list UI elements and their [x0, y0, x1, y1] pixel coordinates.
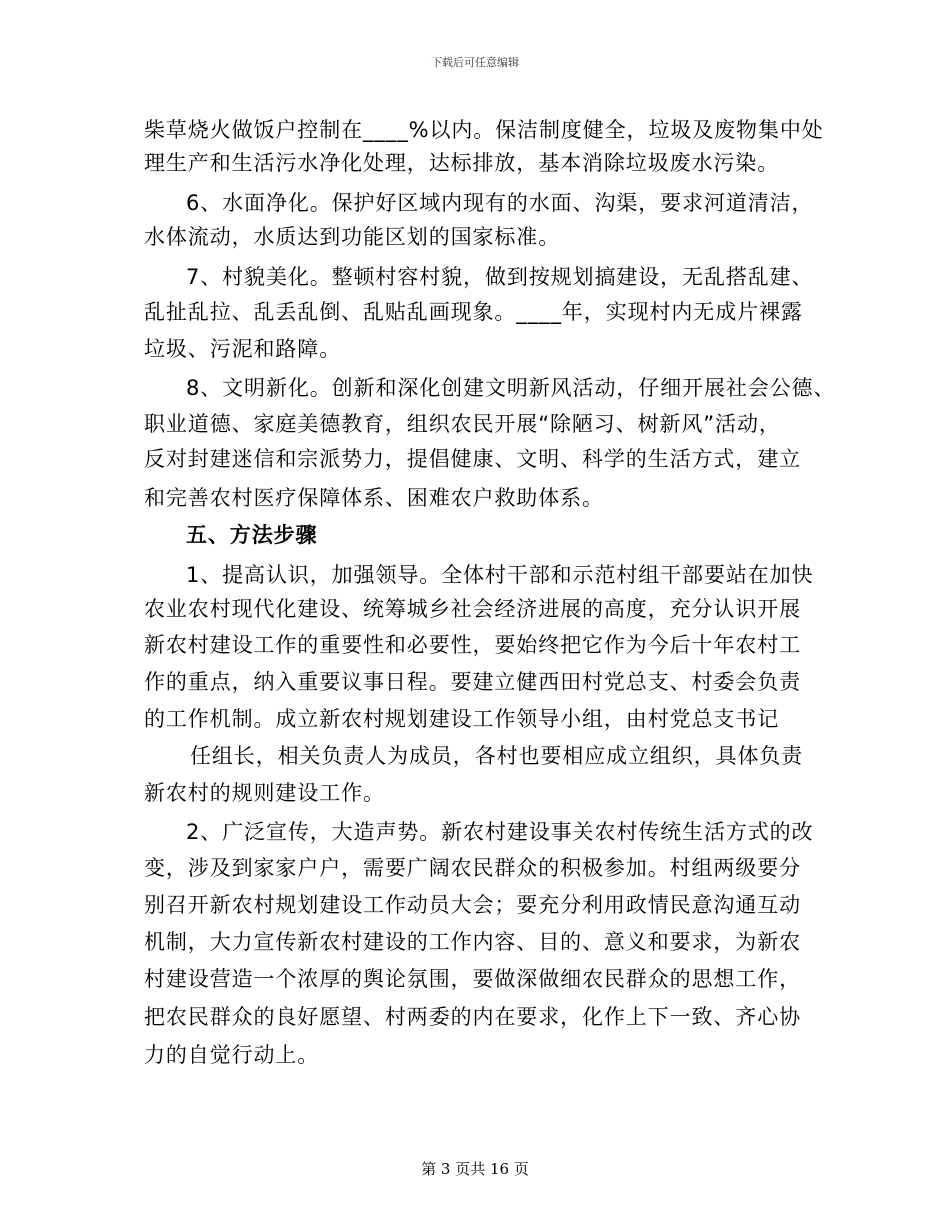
text-line: 垃圾、污泥和路障。	[144, 337, 342, 361]
text-line: 乱扯乱拉、乱丢乱倒、乱贴乱画现象。____年，实现村内无成片裸露	[144, 300, 803, 324]
text-line: 新农村建设工作的重要性和必要性，要始终把它作为今后十年农村工	[144, 633, 801, 657]
page-footer: 第 3 页共 16 页	[421, 1160, 529, 1178]
text-line: 农业农村现代化建设、统筹城乡社会经济进展的高度，充分认识开展	[144, 597, 801, 621]
text-line: 柴草烧火做饭户控制在____%以内。保洁制度健全，垃圾及废物集中处	[144, 118, 824, 142]
text-line: 变，涉及到家家户户，需要广阔农民群众的积极参加。村组两级要分	[144, 856, 801, 880]
text-line: 职业道德、家庭美德教育，组织农民开展“除陋习、树新风”活动，	[144, 412, 781, 436]
text-line: 把农民群众的良好愿望、村两委的内在要求，化作上下一致、齐心协	[144, 1005, 801, 1029]
text-line: 的工作机制。成立新农村规划建设工作领导小组，由村党总支书记	[144, 707, 780, 731]
text-line: 别召开新农村规划建设工作动员大会；要充分利用政情民意沟通互动	[144, 893, 801, 917]
text-line: 6、水面净化。保护好区域内现有的水面、沟渠，要求河道清洁，	[186, 191, 814, 215]
text-line: 作的重点，纳入重要议事日程。要建立健西田村党总支、村委会负责	[144, 670, 801, 694]
page-header: 下载后可任意编辑	[431, 56, 519, 69]
text-line: 和完善农村医疗保障体系、困难农户救助体系。	[144, 486, 604, 510]
text-line: 1、提高认识，加强领导。全体村干部和示范村组干部要站在加快	[186, 563, 814, 587]
text-line: 7、村貌美化。整顿村容村貌，做到按规划搞建设，无乱搭乱建、	[186, 265, 814, 289]
text-line: 理生产和生活污水净化处理，达标排放，基本消除垃圾废水污染。	[144, 151, 780, 175]
text-line: 机制，大力宣传新农村建设的工作内容、目的、意义和要求，为新农	[144, 930, 801, 954]
text-line: 村建设营造一个浓厚的舆论氛围，要做深做细农民群众的思想工作，	[144, 967, 801, 991]
text-line: 反对封建迷信和宗派势力，提倡健康、文明、科学的生活方式，建立	[144, 447, 801, 471]
text-line: 新农村的规则建设工作。	[144, 781, 385, 805]
text-line: 水体流动，水质达到功能区划的国家标准。	[144, 225, 561, 249]
section-heading: 五、方法步骤	[186, 523, 318, 547]
text-line: 力的自觉行动上。	[144, 1043, 320, 1067]
text-line: 2、广泛宣传，大造声势。新农村建设事关农村传统生活方式的改	[186, 820, 814, 844]
text-line: 任组长，相关负责人为成员，各村也要相应成立组织，具体负责	[190, 744, 804, 768]
text-line: 8、文明新化。创新和深化创建文明新风活动，仔细开展社会公德、	[186, 376, 836, 400]
